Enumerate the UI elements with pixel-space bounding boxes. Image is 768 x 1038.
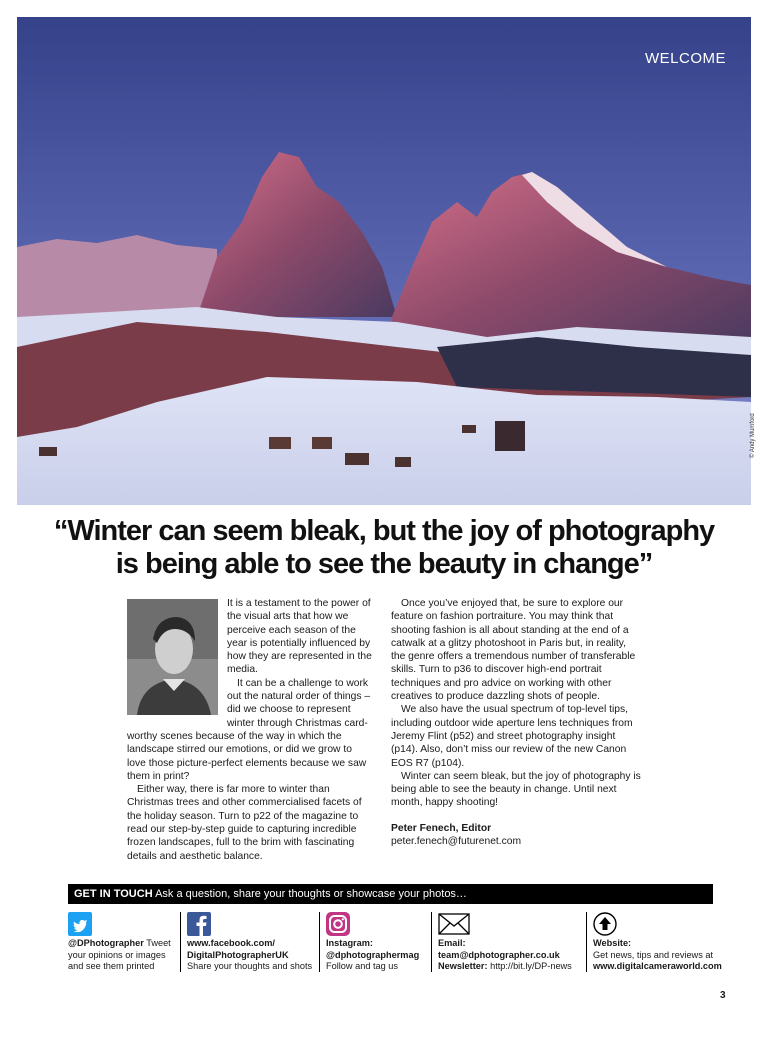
instagram-label: Instagram: [326,938,373,948]
article-column-left [127,597,373,863]
contact-divider [586,912,587,972]
twitter-text: Tweet [143,938,171,948]
facebook-url-line1[interactable]: www.facebook.com/ [187,938,275,948]
website-label: Website: [593,938,632,948]
article-paragraph: Winter can seem bleak, but the joy of photography is being able to see the beauty in change. Until next month, happy shooting! [391,770,641,809]
article-paragraph: It is a testament to the power of the visual arts that how we perceive each season of the year is potentially influenced by how they are represented in the media. [227,598,372,676]
contact-twitter [68,912,171,973]
website-url[interactable]: www.digitalcameraworld.com [593,961,722,971]
website-line2: Get news, tips and reviews at [593,949,714,960]
contact-instagram [326,912,419,973]
newsletter-label: Newsletter: [438,961,488,971]
section-label: WELCOME [644,50,726,67]
twitter-line3: and see them printed [68,961,155,971]
get-in-touch-heading: GET IN TOUCH [74,888,153,900]
contact-facebook [187,912,312,973]
facebook-line3: Share your thoughts and shots [187,961,313,971]
article-paragraph: Either way, there is far more to winter than Christmas trees and other commercialised facets of the holiday season. Turn to p22 of the magazine to read our step-by-step guide to capturing incredible frozen landscapes, full to the brim with fascinating details and aesthetic balance. [127,784,362,862]
twitter-handle[interactable]: @DPhotographer [68,938,144,948]
contact-website [593,912,722,973]
editor-email-link[interactable]: peter.fenech@futurenet.com [391,836,522,848]
envelope-icon[interactable] [438,912,470,936]
article-paragraph: Once you’ve enjoyed that, be sure to explore our feature on fashion portraiture. You may think that shooting fashion is all about standing at the end of a catwalk at a glitzy photoshoot in Paris but, in reality, the genre offers a tremendous number of transferable skills. Turn to p36 to discover high-end portrait techniques and pro advice on working with other creatives to produce dazzling shots of people. [391,598,636,703]
article-column-right [391,597,641,848]
article-paragraph: We also have the usual spectrum of top-level tips, including outdoor wide aperture lens techniques from Jeremy Flint (p52) and street photography insight (p14). Also, don’t miss our review of the new Canon EOS R7 (p104). [391,704,633,769]
newsletter-link[interactable]: http://bit.ly/DP-news [487,961,572,971]
instagram-handle[interactable]: @dphotographermag [326,949,420,960]
contact-email [438,912,572,973]
page-number: 3 [720,990,726,1001]
article-paragraph: It can be a challenge to work out the natural order of things – did we choose to represent winter through Christmas card-worthy scenes because of the way in which the landscape stirred our emotions, or did we grow to love those picture-perfect elements because we saw them in print? [127,677,371,782]
photo-credit: © Andy Mumford [750,413,756,458]
facebook-url-line2[interactable]: DigitalPhotographerUK [187,949,289,960]
instagram-icon[interactable] [326,912,350,936]
contact-divider [319,912,320,972]
facebook-icon[interactable] [187,912,211,936]
pull-quote: “Winter can seem bleak, but the joy of photography is being able to see the beauty in change” [53,515,715,580]
winter-mountain-landscape [17,17,751,505]
arrow-up-circle-icon[interactable] [593,912,617,936]
editor-signature-name: Peter Fenech, Editor [391,822,492,834]
hero-photo [17,17,751,505]
email-label: Email: [438,938,466,948]
editor-portrait [127,599,218,715]
twitter-line2: your opinions or images [68,949,166,960]
get-in-touch-text: Ask a question, share your thoughts or showcase your photos… [152,888,467,900]
contact-divider [431,912,432,972]
contact-divider [180,912,181,972]
twitter-icon[interactable] [68,912,92,936]
instagram-line3: Follow and tag us [326,961,399,971]
get-in-touch-bar [68,884,713,904]
email-address[interactable]: team@dphotographer.co.uk [438,949,560,960]
